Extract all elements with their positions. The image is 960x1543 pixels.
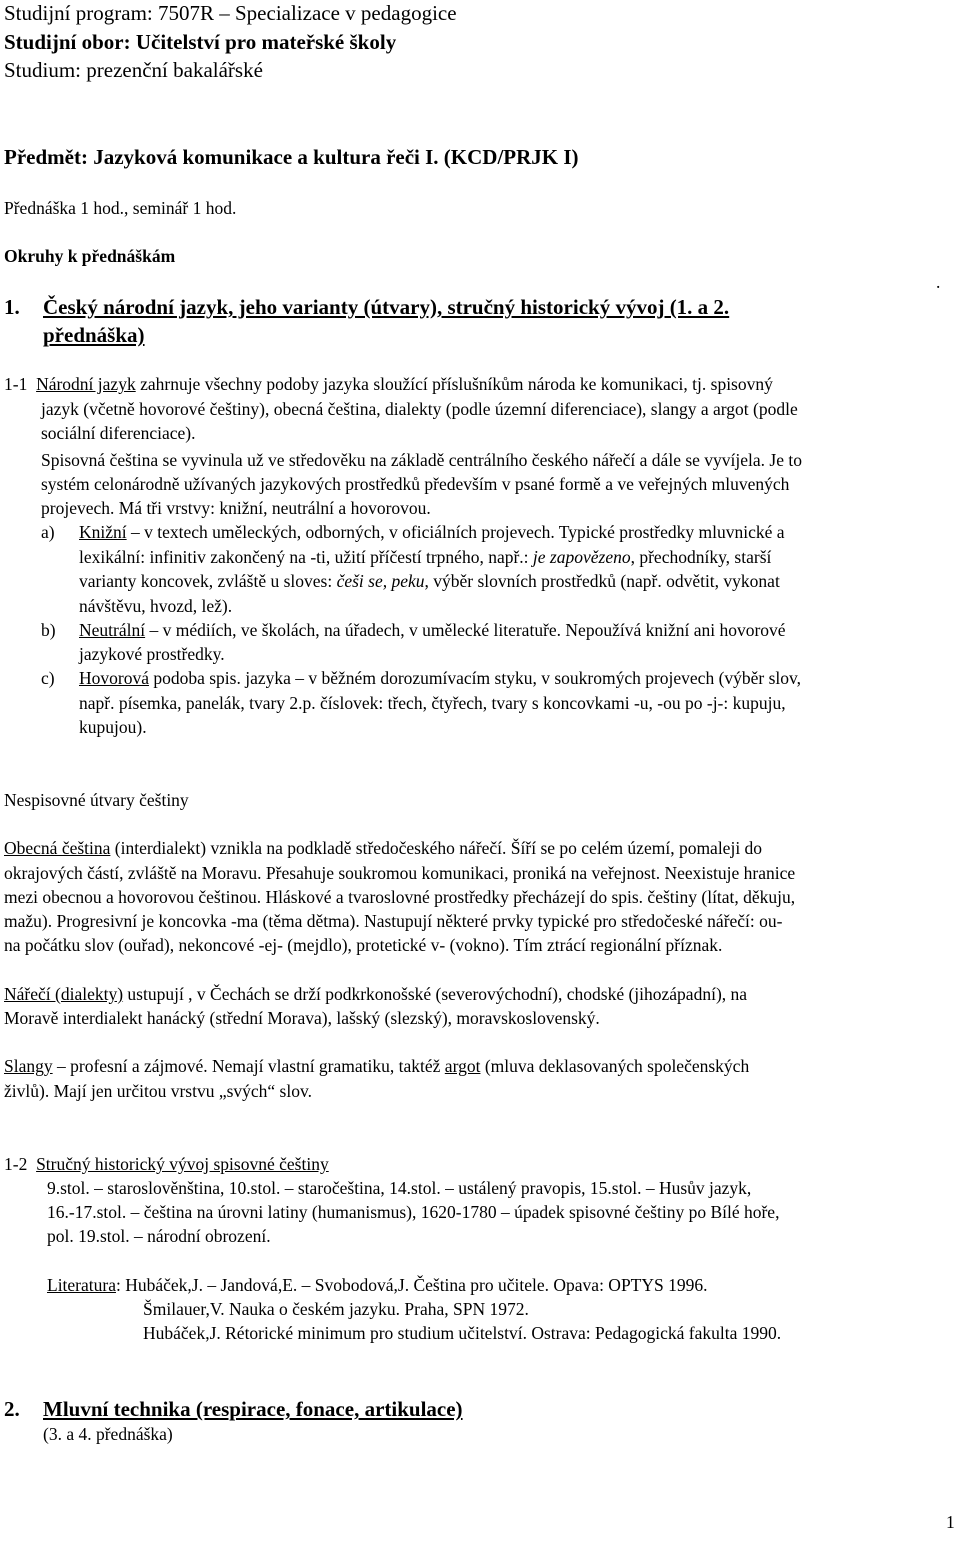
term-hovorova: Hovorová — [79, 668, 149, 688]
para-line: mažu). Progresivní je koncovka -ma (těma dětma). Nastupují některé prvky typické pro středočeské nářečí: ou- — [4, 911, 783, 931]
para-line: systém celonárodně užívaných jazykových prostředků především v psané formě a ve veřejných mluvených — [41, 474, 790, 494]
para-text: zahrnuje všechny podoby jazyka sloužící příslušníkům národa ke komunikaci, tj. spisovný — [135, 374, 773, 394]
list-item-a-label: a) — [41, 522, 55, 542]
section-1-number: 1. — [4, 295, 20, 319]
list-item-a — [79, 520, 785, 544]
section-2-number: 2. — [4, 1397, 20, 1421]
list-item-b-label: b) — [41, 620, 56, 640]
history-heading: 1-2 Stručný historický vývoj spisovné češtiny — [4, 1154, 329, 1174]
study-field: Studijní obor: Učitelství pro mateřské školy — [4, 30, 397, 54]
term-narodni-jazyk: Národní jazyk — [36, 374, 136, 394]
nonstandard-heading: Nespisovné útvary češtiny — [4, 790, 189, 810]
section-2-title: Mluvní technika (respirace, fonace, artikulace) — [43, 1397, 463, 1421]
para-1-1 — [4, 372, 773, 396]
para-line: projevech. Má tři vrstvy: knižní, neutrální a hovorovou. — [41, 498, 431, 518]
list-line: kupujou). — [79, 717, 147, 737]
list-line: návštěvu, hvozd, lež). — [79, 596, 233, 616]
subject-title: Předmět: Jazyková komunikace a kultura řeči I. (KCD/PRJK I) — [4, 145, 579, 169]
para-line: na počátku slov (ouřad), nekoncové -ej- (mejdlo), protetické v- (vokno). Tím ztrácí regionální příznak. — [4, 935, 723, 955]
list-item-b: Neutrální – v médiích, ve školách, na úřadech, v umělecké literatuře. Nepoužívá knižní ani hovorové — [79, 620, 786, 640]
history-line: 16.-17.stol. – čeština na úrovni latiny (humanismus), 1620-1780 – úpadek spisovné češtiny po Bílé hoře, — [47, 1202, 780, 1222]
para-line: Moravě interdialekt hanácký (střední Morava), lašský (slezský), moravskoslovenský. — [4, 1008, 600, 1028]
para-number: 1-1 — [4, 374, 28, 394]
list-line: např. písemka, panelák, tvary 2.p. číslovek: třech, čtyřech, tvary s koncovkami -u, -ou po -j-: kupuju, — [79, 693, 786, 713]
section-1-title-cont: přednáška) — [43, 323, 145, 347]
section-2-sub: (3. a 4. přednáška) — [43, 1424, 173, 1444]
term-slangy: Slangy — [4, 1056, 53, 1076]
history-line: pol. 19.stol. – národní obrození. — [47, 1226, 271, 1246]
literature-3: Hubáček,J. Rétorické minimum pro studium učitelství. Ostrava: Pedagogická fakulta 1990. — [143, 1323, 782, 1343]
literature-2: Šmilauer,V. Nauka o českém jazyku. Praha, SPN 1972. — [143, 1299, 529, 1319]
section-1-title: Český národní jazyk, jeho varianty (útvary), stručný historický vývoj (1. a 2. — [43, 295, 730, 319]
list-item-c: Hovorová podoba spis. jazyka – v běžném dorozumívacím styku, v soukromých projevech (výběr slov, — [79, 668, 802, 688]
para-line: Spisovná čeština se vyvinula už ve středověku na základě centrálního českého nářečí a dále se vyvíjela. Je to — [41, 450, 802, 470]
term-neutralni: Neutrální — [79, 620, 146, 640]
list-line: varianty koncovek, zvláště u sloves: češi se, peku, výběr slovních prostředků (např. odvětit, vykonat — [79, 571, 780, 591]
term-nareci: Nářečí (dialekty) — [4, 984, 124, 1004]
subject-hours: Přednáška 1 hod., seminář 1 hod. — [4, 198, 237, 218]
stray-dot: . — [936, 272, 941, 292]
para-line: jazyk (včetně hovorové češtiny), obecná čeština, dialekty (podle územní diferenciace), slangy a argot (podle — [41, 399, 798, 419]
term-literatura: Literatura — [47, 1275, 116, 1295]
term-knizni: Knižní — [79, 522, 127, 542]
okruhy-heading: Okruhy k přednáškám — [4, 246, 176, 266]
literature-1: Literatura: Hubáček,J. – Jandová,E. – Svobodová,J. Čeština pro učitele. Opava: OPTYS 1996. — [47, 1275, 708, 1295]
para-line: mezi obecnou a hovorovou češtinou. Hláskové a tvaroslovné prostředky přecházejí do spis. češtiny (lítat, děkuju, — [4, 887, 796, 907]
study-program: Studijní program: 7507R – Specializace v pedagogice — [4, 1, 457, 25]
list-text: – v textech uměleckých, odborných, v oficiálních projevech. Typické prostředky mluvnické a — [126, 522, 785, 542]
para-line: živlů). Mají jen určitou vrstvu „svých“ slov. — [4, 1081, 312, 1101]
list-line: lexikální: infinitiv zakončený na -ti, užití příčestí trpného, např.: je zapovězeno, přechodníky, starší — [79, 547, 772, 567]
para-obecna: Obecná čeština (interdialekt) vznikla na podkladě středočeského nářečí. Šíří se po celém území, pomaleji do — [4, 838, 763, 858]
term-argot: argot — [444, 1056, 481, 1076]
para-nareci: Nářečí (dialekty) ustupují , v Čechách se drží podkrkonošské (severovýchodní), chodské (jihozápadní), na — [4, 984, 748, 1004]
list-item-c-label: c) — [41, 668, 55, 688]
para-line: sociální diferenciace). — [41, 423, 196, 443]
history-title: Stručný historický vývoj spisovné češtiny — [36, 1154, 329, 1174]
para-line: okrajových částí, zvláště na Moravu. Přesahuje soukromou komunikaci, proniká na veřejnost. Neexistuje hranice — [4, 863, 796, 883]
list-line: jazykové prostředky. — [79, 644, 225, 664]
para-slangy: Slangy – profesní a zájmové. Nemají vlastní gramatiku, taktéž argot (mluva deklasovaných společenských — [4, 1056, 750, 1076]
history-line: 9.stol. – staroslověnština, 10.stol. – staročeština, 14.stol. – ustálený pravopis, 15.stol. – Husův jazyk, — [47, 1178, 752, 1198]
page-number: 1 — [946, 1512, 955, 1532]
term-obecna-cestina: Obecná čeština — [4, 838, 111, 858]
study-type: Studium: prezenční bakalářské — [4, 58, 263, 82]
